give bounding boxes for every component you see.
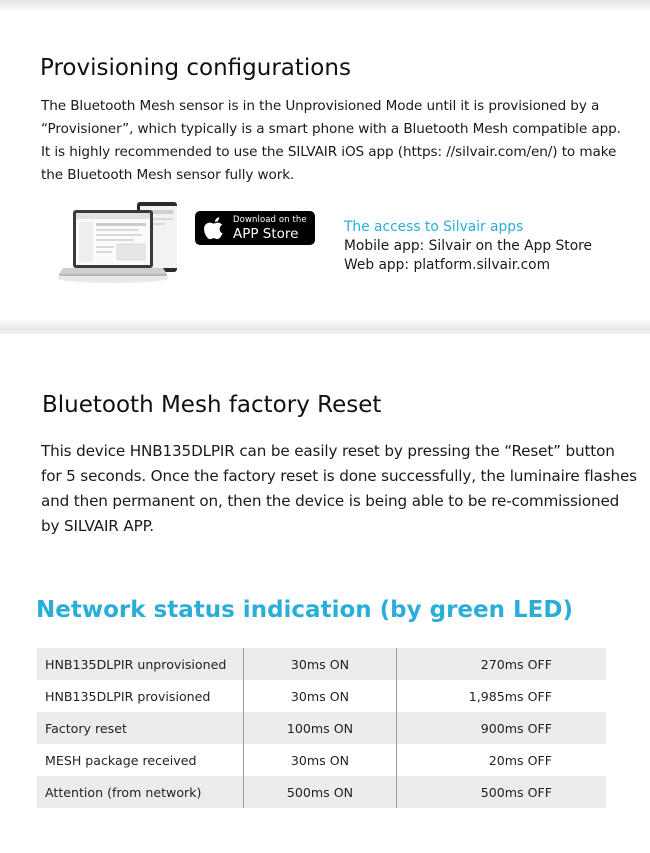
provisioning-line-2: “Provisioner”, which typically is a smart phone with a Bluetooth Mesh compatible app. (41, 121, 621, 137)
badge-small-text: Download on the (233, 215, 307, 225)
table-row (37, 776, 606, 808)
access-title: The access to Silvair apps (344, 219, 524, 235)
top-shadow (0, 0, 650, 12)
reset-title: Bluetooth Mesh factory Reset (42, 392, 382, 418)
table-row (37, 712, 606, 744)
badge-big-text: APP Store (233, 226, 299, 242)
off-time-cell: 270ms OFF (396, 648, 606, 680)
on-time-cell: 30ms ON (243, 648, 396, 680)
table-row (37, 744, 606, 776)
state-cell: HNB135DLPIR provisioned (45, 688, 211, 704)
state-cell: MESH package received (45, 752, 197, 768)
off-time-cell: 1,985ms OFF (396, 680, 606, 712)
app-store-badge[interactable] (195, 211, 315, 245)
on-time-cell: 100ms ON (243, 712, 396, 744)
state-cell: HNB135DLPIR unprovisioned (37, 648, 243, 680)
provisioning-line-4: the Bluetooth Mesh sensor fully work. (41, 167, 295, 183)
apple-icon (204, 216, 226, 240)
network-status-title: Network status indication (by green LED) (36, 597, 573, 623)
on-time-cell: 500ms ON (243, 776, 396, 808)
provisioning-line-3: It is highly recommended to use the SILVAIR iOS app (https: //silvair.com/en/) to make (41, 144, 617, 160)
laptop-tablet-illustration (55, 200, 177, 284)
access-mobile-app: Mobile app: Silvair on the App Store (344, 238, 592, 254)
off-time-cell: 20ms OFF (396, 744, 606, 776)
state-cell: Factory reset (37, 712, 243, 744)
reset-paragraph (41, 439, 637, 539)
provisioning-line-1: The Bluetooth Mesh sensor is in the Unprovisioned Mode until it is provisioned by a (41, 98, 600, 114)
table-row (37, 648, 606, 680)
off-time-cell: 500ms OFF (396, 776, 606, 808)
state-cell: Attention (from network) (37, 776, 243, 808)
table-row (37, 680, 606, 712)
access-web-app: Web app: platform.silvair.com (344, 257, 551, 273)
reset-line-2: for 5 seconds. Once the factory reset is done successfully, the luminaire flashes (41, 467, 637, 485)
reset-line-1: This device HNB135DLPIR can be easily reset by pressing the “Reset” button (41, 442, 615, 460)
reset-line-3: and then permanent on, then the device is being able to be re-commissioned (41, 492, 620, 510)
silvair-access-info (344, 218, 592, 275)
off-time-cell: 900ms OFF (396, 712, 606, 744)
provisioning-title: Provisioning configurations (40, 55, 351, 81)
network-status-table (37, 648, 606, 808)
on-time-cell: 30ms ON (243, 744, 396, 776)
on-time-cell: 30ms ON (243, 680, 396, 712)
section-divider (0, 318, 650, 334)
reset-line-4: by SILVAIR APP. (41, 517, 154, 535)
provisioning-paragraph (41, 95, 621, 187)
